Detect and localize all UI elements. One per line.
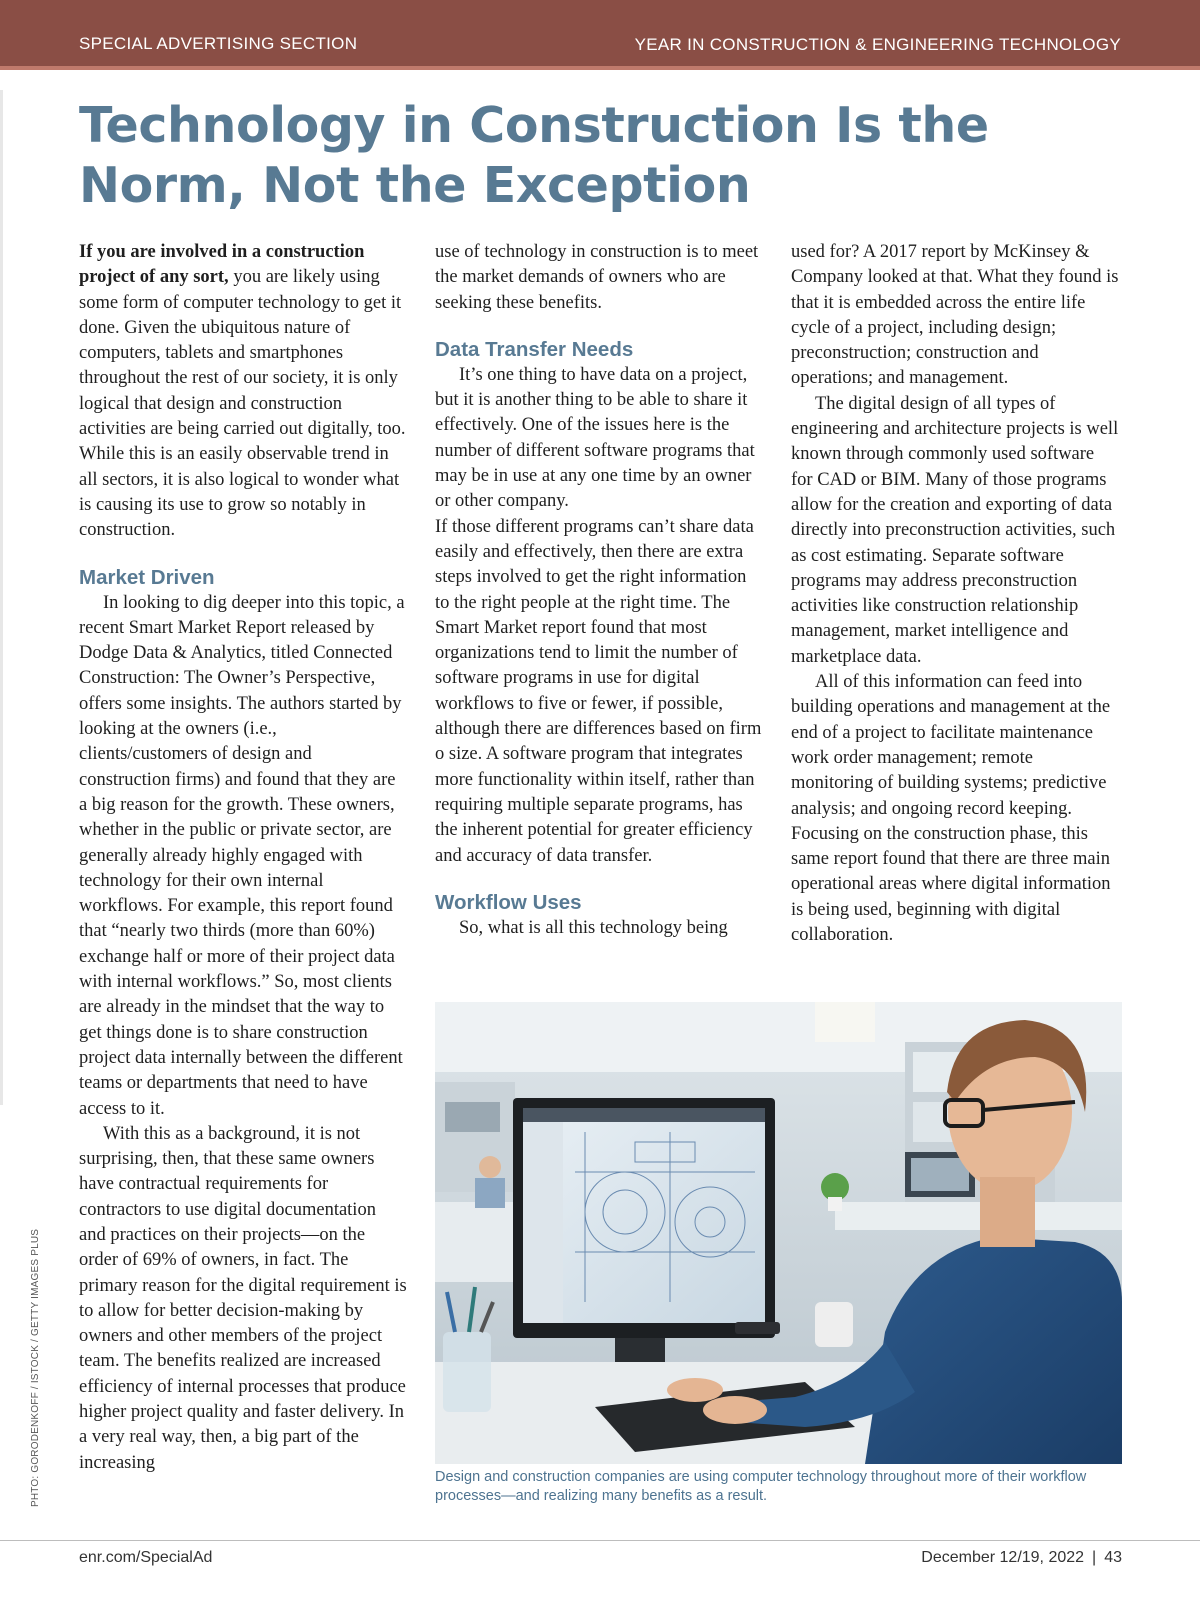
section-heading-workflow-uses: Workflow Uses bbox=[435, 890, 582, 914]
lead-in: If you are involved in a construction project of any sort, bbox=[79, 242, 365, 288]
issue-date: December 12/19, 2022 bbox=[921, 1549, 1085, 1566]
body-paragraph: The digital design of all types of engineering and architecture projects is well known through commonly used software for CAD or BIM. Many of those programs allow for the creation and exporting of data directly into preconstruction activities, such as cost estimating. Separate software programs may address preconstruction activities like construction relationship management, market intelligence and marketplace data. bbox=[791, 393, 1119, 667]
engineer-at-workstation-illustration bbox=[435, 1002, 1122, 1464]
body-paragraph: So, what is all this technology being bbox=[459, 917, 728, 938]
footer-separator: | bbox=[1092, 1549, 1097, 1566]
body-paragraph: In looking to dig deeper into this topic, a recent Smart Market Report released by Dodge Data & Analytics, titled Connected Construction: The Owner’s Perspective, offers some insights. The authors started by looking at the owners (i.e., clients/customers of design and construction firms) and found that they are a big reason for the growth. These owners, whether in the public or private sector, are generally already highly engaged with technology for their own internal workflows. For example, this report found that “nearly two thirds (more than 60%) exchange half or more of their project data with internal workflows.” So, most clients are already in the mindset that the way to get things done is to share construction project data internally between the different teams or departments that need to have access to it. bbox=[79, 592, 405, 1119]
article-column-3 bbox=[791, 240, 1119, 948]
footer-divider bbox=[0, 1540, 1200, 1541]
section-heading-data-transfer: Data Transfer Needs bbox=[435, 337, 634, 361]
body-paragraph: It’s one thing to have data on a project, but it is another thing to be able to share it effectively. One of the issues here is the number of different software programs that may be in use at any one time by an owner or other company. bbox=[435, 364, 755, 512]
photo-caption: Design and construction companies are using computer technology throughout more of their workflow processes—and realizing many benefits as a result. bbox=[435, 1469, 1087, 1504]
body-paragraph: All of this information can feed into building operations and management at the end of a project to facilitate maintenance work order management; remote monitoring of building systems; predictive analysis; and ongoing record keeping. Focusing on the construction phase, this same report found that there are three main operational areas where digital information is being used, beginning with digital collaboration. bbox=[791, 672, 1111, 946]
left-margin-rule bbox=[0, 90, 3, 1105]
section-topic: YEAR IN CONSTRUCTION & ENGINEERING TECHNOLOGY bbox=[634, 35, 1121, 54]
article-title: Technology in Construction Is the Norm, Not the Exception bbox=[79, 97, 989, 214]
body-paragraph: If those different programs can’t share data easily and effectively, then there are extra steps involved to get the right information to the right people at the right time. The Smart Market report found that most organizations tend to limit the number of software programs in use for digital workflows to five or fewer, if possible, although there are differences based on firm o size. A software program that integrates more functionality within itself, rather than requiring multiple separate programs, has the inherent potential for greater efficiency and accuracy of data transfer. bbox=[435, 516, 762, 866]
intro-paragraph bbox=[79, 240, 407, 544]
body-paragraph: used for? A 2017 report by McKinsey & Company looked at that. What they found is that it is embedded across the entire life cycle of a project, including design; preconstruction; construction and operations; and management. bbox=[791, 242, 1119, 389]
header-divider bbox=[0, 66, 1200, 70]
page-number: 43 bbox=[1104, 1549, 1122, 1566]
article-column-2 bbox=[435, 240, 763, 941]
photo-credit: PHTO: GORODENKOFF / ISTOCK / GETTY IMAGES PLUS bbox=[30, 1228, 41, 1507]
section-heading-market-driven: Market Driven bbox=[79, 565, 215, 589]
section-label: SPECIAL ADVERTISING SECTION bbox=[79, 34, 358, 53]
footer-date-page bbox=[921, 1549, 1122, 1567]
footer-url[interactable]: enr.com/SpecialAd bbox=[79, 1549, 213, 1566]
section-header-bar bbox=[0, 0, 1200, 66]
body-paragraph: With this as a background, it is not surprising, then, that these same owners have contractual requirements for contractors to use digital documentation and practices on their projects—on the order of 69% of owners, in fact. The primary reason for the digital requirement is to allow for better decision-making by owners and other members of the project team. The benefits realized are increased efficiency of internal processes that produce higher project quality and faster delivery. In a very real way, then, a big part of the increasing bbox=[79, 1123, 407, 1473]
article-column-1 bbox=[79, 240, 407, 1476]
article-photo bbox=[435, 1002, 1122, 1464]
body-paragraph: use of technology in construction is to meet the market demands of owners who are seeking these benefits. bbox=[435, 242, 759, 313]
intro-text: you are likely using some form of computer technology to get it done. Given the ubiquitous nature of computers, tablets and smartphones throughout the rest of our society, it is only logical that design and construction activities are being carried out digitally, too. While this is an easily observable trend in all sectors, it is also logical to wonder what is causing its use to grow so notably in construction. bbox=[79, 267, 406, 541]
